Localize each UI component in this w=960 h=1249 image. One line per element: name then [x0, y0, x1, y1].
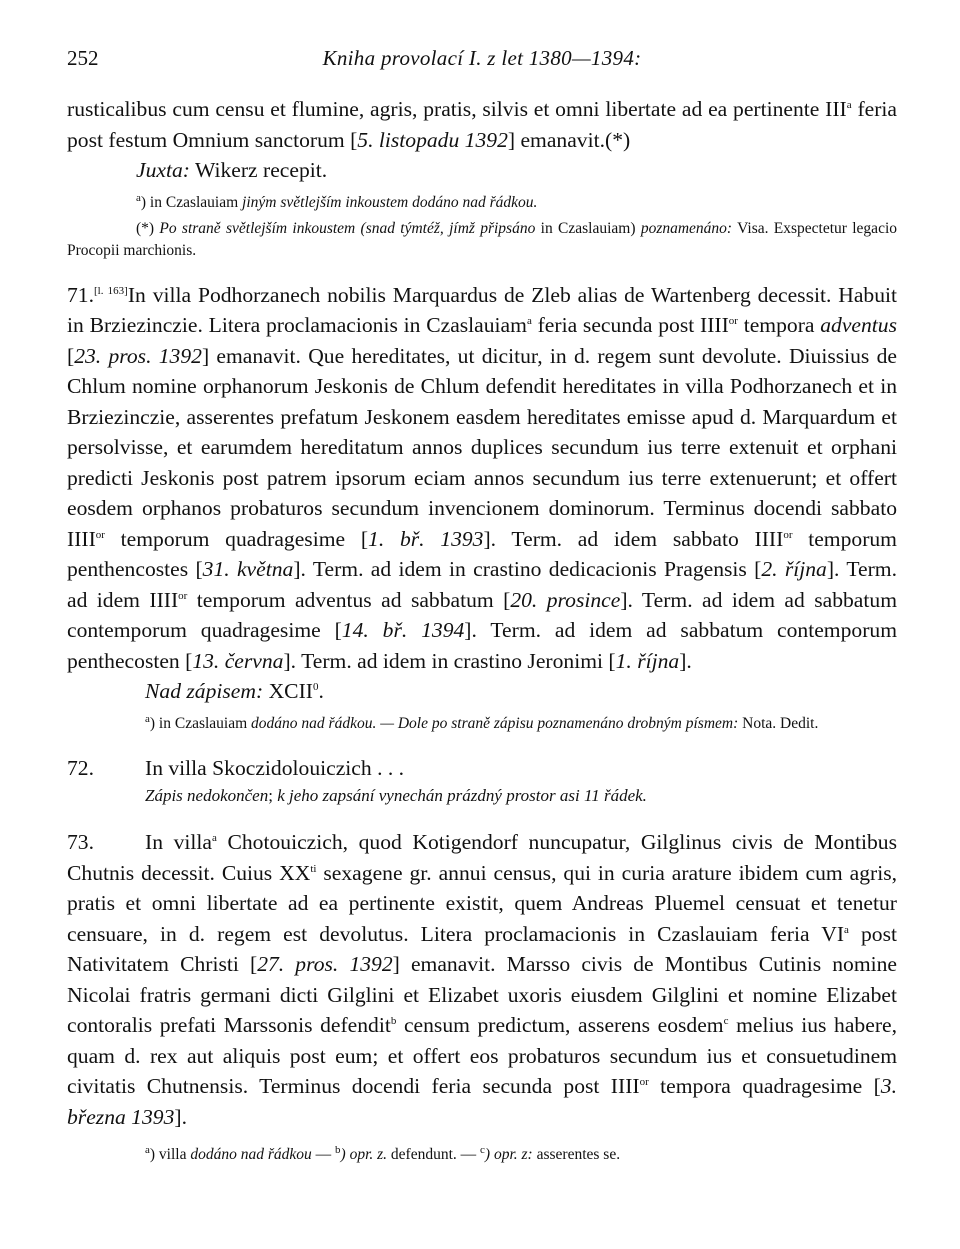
entry-72	[67, 753, 897, 784]
entry-number: 72.	[67, 755, 94, 780]
footnote-70a: $^a$) in Czaslauiam jiným světlejším inkoustem dodáno nad řádkou.	[136, 191, 538, 211]
entry-72-text: In villa Skoczidolouiczich . . .	[145, 755, 405, 780]
entry-70-continuation: rusticalibus cum censu et flumine, agris, pratis, silvis et omni libertate ad ea pertinente III$^a$ feria post festum Omnium sanctorum [5. listopadu 1392] emanavit.(*)	[67, 97, 898, 152]
entry-number: 73.	[67, 830, 94, 854]
nad-zapisem-line: Nad zápisem: XCII$^0$.	[145, 679, 324, 703]
entry-number: 71.	[67, 282, 94, 307]
juxta-line: Juxta: Wikerz recepit.	[136, 158, 328, 182]
page-content	[67, 94, 897, 1166]
entry-72-note: Zápis nedokončen; k jeho zapsání vynechán prázdný prostor asi 11 řádek.	[145, 786, 647, 805]
entry-73: 73. In villa$^a$ Chotouiczich, quod Kotigendorf nuncupatur, Gilglinus civis de Montibus Chutnis decessit. Cuius $XX^{ti}$ sexagene gr. annui census, qui in curia arature ibidem cum agris, pratis et omni libertate ad ea pertinente existit, quem Andreas Pluemel censuat et tenetur censuare, in d. regem est devolutus. Litera proclamacionis in Czaslauiam feria $VI^a$ post Nativitatem Christi [27. pros. 1392] emanavit. Marsso civis de Montibus Cutinis nomine Nicolai fratris germani dicti Gilglini et Elizabet uxoris eiusdem Gilglini et nomine Elizabet contoralis prefati Marssonis defendit$^b$ censum predictum, asserens eosdem$^c$ melius ius habere, quam d. rex aut aliquis post eum; et offert eos probaturos secundum ius et consuetudinem civitatis Chutnensis. Terminus docendi feria secunda post $IIII^{or}$ tempora quadragesime [3. března 1393].	[67, 827, 897, 1132]
page-header	[67, 46, 897, 76]
footnote-70-star: (*) Po straně světlejším inkoustem (snad týmtéž, jímž připsáno in Czaslauiam) poznamenáno: Visa. Exspectetur legacio Procopii marchionis.	[67, 219, 898, 259]
footnote-71a: $^a$) in Czaslauiam dodáno nad řádkou. — Dole po straně zápisu poznamenáno drobným písmem: Nota. Dedit.	[145, 712, 819, 732]
entry-71: 71.[l. 163]In villa Podhorzanech nobilis Marquardus de Zleb alias de Wartenberg decessit. Habuit in Brziezinczie. Litera proclamacionis in Czaslauiam$^a$ feria secunda post $IIII^{or}$ tempora adventus [23. pros. 1392] emanavit. Que hereditates, ut dicitur, in d. regem sunt devolute. Diuissius de Chlum nomine orphanorum Jeskonis de Chlum defendit hereditates in villa Podhorzanech et in Brziezinczie, asserentes prefatum Jeskonem easdem hereditates emisse apud d. Marquardum et persolvisse, et earumdem hereditatum annos duplices secundum ius terre extenuit et orphani predicti Jeskonis post patrem ipsorum eciam annos secundum ius terre extenuerunt; et offert eosdem orphanos probaturos secundum invencionem dominorum. Terminus docendi sabbato $IIII^{or}$ temporum quadragesime [1. bř. 1393]. Term. ad idem sabbato $IIII^{or}$ temporum penthencostes [31. května]. Term. ad idem in crastino dedicacionis Pragensis [2. října]. Term. ad idem $IIII^{or}$ temporum adventus ad sabbatum [20. prosince]. Term. ad idem ad sabbatum contemporum quadragesime [14. bř. 1394]. Term. ad idem ad sabbatum contemporum penthecosten [13. června]. Term. ad idem in crastino Jeronimi [1. října].	[67, 282, 898, 673]
running-title: Kniha provolací I. z let 1380—1394:	[322, 46, 642, 70]
footnote-73: $^a$) villa dodáno nad řádkou — $^b$) opr. z. defendunt. — $^c$) opr. z: asserentes se.	[145, 1143, 621, 1163]
page-number: 252	[67, 46, 99, 70]
